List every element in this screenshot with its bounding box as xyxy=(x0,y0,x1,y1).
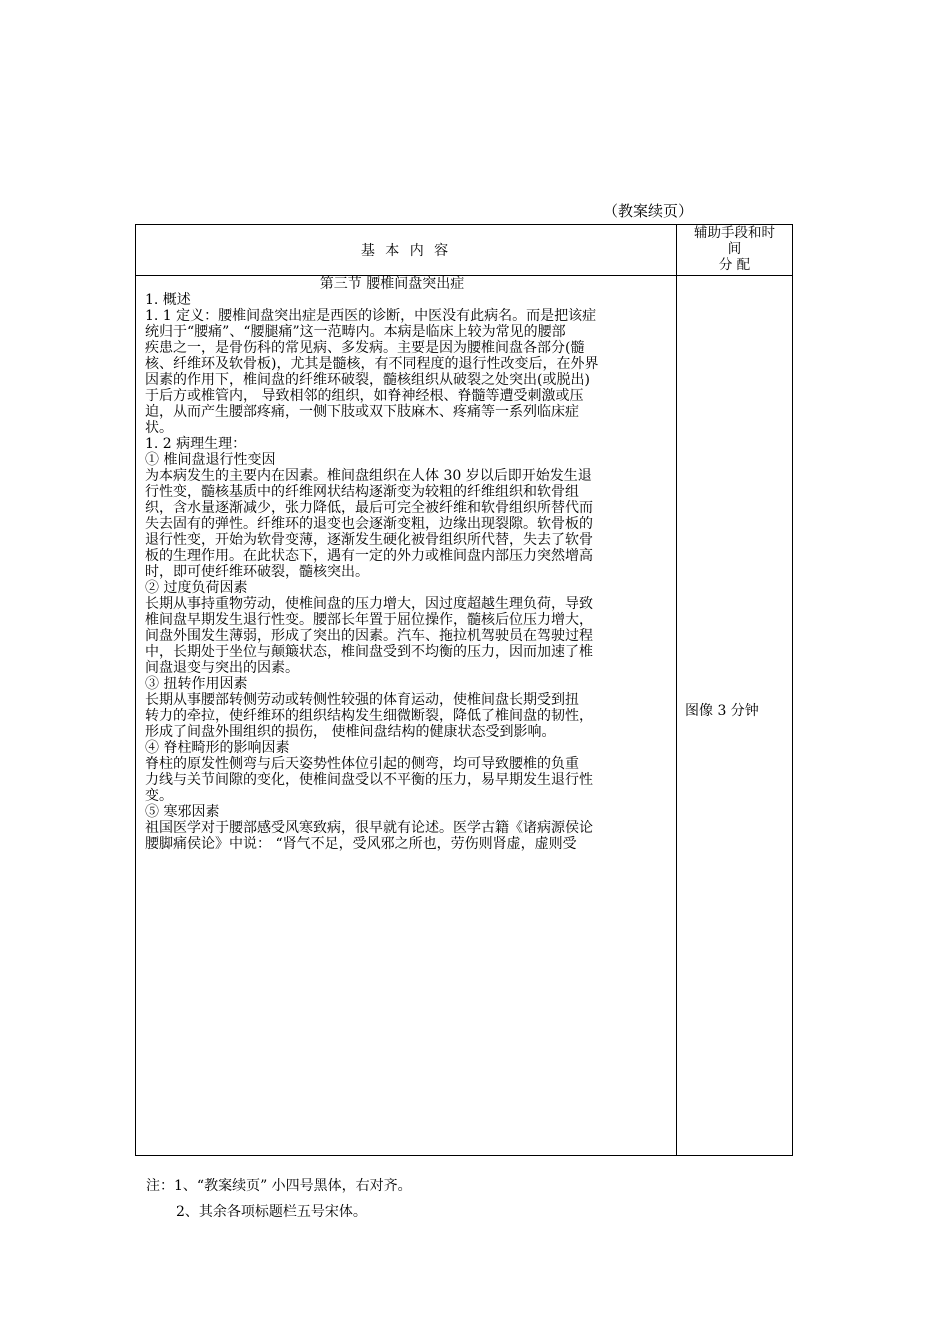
content-line: 1. 概述 xyxy=(145,292,191,308)
side-note: 图像 3 分钟 xyxy=(685,703,759,719)
header-aids-time xyxy=(677,225,792,275)
column-divider xyxy=(676,225,677,1155)
content-line: 变。 xyxy=(145,788,173,804)
section-title: 第三节 腰椎间盘突出症 xyxy=(319,276,465,292)
content-line: 祖国医学对于腰部感受风寒致病，很早就有论述。医学古籍《诸病源侯论 xyxy=(145,820,593,836)
header-aids-time-line-1: 辅助手段和时 xyxy=(694,225,775,241)
content-line: 为本病发生的主要内在因素。椎间盘组织在人体 30 岁以后即开始发生退 xyxy=(145,468,592,484)
content-line: 力线与关节间隙的变化，使椎间盘受以不平衡的压力，易早期发生退行性 xyxy=(145,772,593,788)
header-main-content: 基 本 内 容 xyxy=(360,243,452,259)
footnote-1: 注：1、“教案续页” 小四号黑体，右对齐。 xyxy=(146,1178,412,1194)
lesson-plan-table xyxy=(135,224,793,1156)
continued-page-label: （教案续页） xyxy=(603,202,694,220)
content-line: 转力的牵拉，使纤维环的组织结构发生细微断裂，降低了椎间盘的韧性， xyxy=(145,708,593,724)
content-line: 形成了间盘外围组织的损伤， 使椎间盘结构的健康状态受到影响。 xyxy=(145,724,556,740)
content-line: 椎间盘早期发生退行性变。腰部长年置于屈位操作，髓核后位压力增大， xyxy=(145,612,593,628)
content-line: ① 椎间盘退行性变因 xyxy=(145,452,276,468)
header-aids-time-line-3: 分 配 xyxy=(718,257,751,273)
content-text-block xyxy=(145,292,675,852)
content-line: 脊柱的原发性侧弯与后天姿势性体位引起的侧弯，均可导致腰椎的负重 xyxy=(145,756,579,772)
content-line: 1. 2 病理生理： xyxy=(145,436,247,452)
main-content-cell xyxy=(145,276,675,852)
content-line: ④ 脊柱畸形的影响因素 xyxy=(145,740,290,756)
content-line: 长期从事持重物劳动，使椎间盘的压力增大，因过度超越生理负荷，导致 xyxy=(145,596,593,612)
content-line: 于后方或椎管内， 导致相邻的组织，如脊神经根、脊髓等遭受刺激或压 xyxy=(145,388,584,404)
content-line: ⑤ 寒邪因素 xyxy=(145,804,220,820)
content-line: 间盘外围发生薄弱，形成了突出的因素。汽车、拖拉机驾驶员在驾驶过程 xyxy=(145,628,593,644)
content-line: ③ 扭转作用因素 xyxy=(145,676,248,692)
footnotes xyxy=(146,1173,412,1225)
content-line: 因素的作用下，椎间盘的纤维环破裂，髓核组织从破裂之处突出(或脱出) xyxy=(145,372,590,388)
content-line: 时，即可使纤维环破裂，髓核突出。 xyxy=(145,564,369,580)
content-line: 退行性变，开始为软骨变薄，逐渐发生硬化被骨组织所代替，失去了软骨 xyxy=(145,532,593,548)
content-line: 中，长期处于坐位与颠簸状态，椎间盘受到不均衡的压力，因而加速了椎 xyxy=(145,644,593,660)
content-line: 织，含水量逐渐减少，张力降低，最后可完全被纤维和软骨组织所替代而 xyxy=(145,500,593,516)
content-line: 行性变，髓核基质中的纤维网状结构逐渐变为较粗的纤维组织和软骨组 xyxy=(145,484,579,500)
content-line: 统归于“腰痛”、“腰腿痛”这一范畴内。本病是临床上较为常见的腰部 xyxy=(145,324,566,340)
content-line: 间盘退变与突出的因素。 xyxy=(145,660,299,676)
content-line: 腰脚痛侯论》中说： “肾气不足，受风邪之所也，劳伤则肾虚，虚则受 xyxy=(145,836,577,852)
footnote-2: 2、其余各项标题栏五号宋体。 xyxy=(176,1204,367,1220)
content-line: 长期从事腰部转侧劳动或转侧性较强的体育运动，使椎间盘长期受到扭 xyxy=(145,692,579,708)
content-line: ② 过度负荷因素 xyxy=(145,580,248,596)
content-line: 状。 xyxy=(145,420,173,436)
content-line: 失去固有的弹性。纤维环的退变也会逐渐变粗，边缘出现裂隙。软骨板的 xyxy=(145,516,593,532)
content-line: 疾患之一，是骨伤科的常见病、多发病。主要是因为腰椎间盘各部分(髓 xyxy=(145,340,585,356)
content-line: 板的生理作用。在此状态下，遇有一定的外力或椎间盘内部压力突然增高 xyxy=(145,548,593,564)
content-line: 迫，从而产生腰部疼痛，一侧下肢或双下肢麻木、疼痛等一系列临床症 xyxy=(145,404,579,420)
content-line: 1. 1 定义：腰椎间盘突出症是西医的诊断，中医没有此病名。而是把该症 xyxy=(145,308,597,324)
header-aids-time-line-2: 间 xyxy=(727,241,742,257)
content-line: 核、纤维环及软骨板)，尤其是髓核，有不同程度的退行性改变后，在外界 xyxy=(145,356,599,372)
